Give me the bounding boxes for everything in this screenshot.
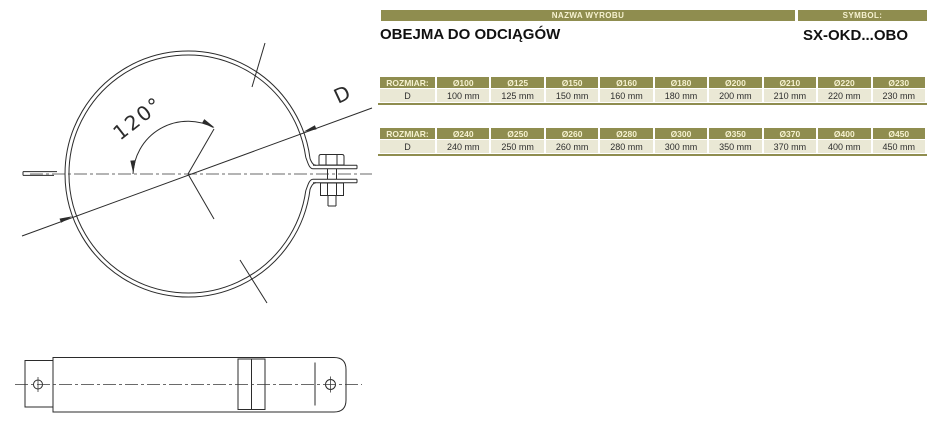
size-table-2: [378, 127, 927, 156]
size-value-cell: 220 mm: [818, 89, 870, 102]
size-header-cell: Ø210: [764, 77, 816, 88]
size-value-cell: 230 mm: [873, 89, 926, 102]
bolt-nut: [321, 183, 344, 196]
bolt-shaft-tip: [328, 196, 336, 207]
left-tab-plate: [25, 361, 53, 408]
angle-dimension-arc: [133, 121, 214, 174]
radial-mark-lower: [188, 174, 214, 219]
symbol-header-label: SYMBOL:: [842, 11, 883, 20]
bottom-flange: [313, 179, 357, 183]
left-tab: [23, 172, 57, 176]
bolt-closure: [306, 155, 357, 207]
size-header-cell: Ø150: [546, 77, 598, 88]
size-header-cell: Ø450: [873, 128, 926, 139]
size-value-cell: 350 mm: [709, 140, 761, 153]
product-name: OBEJMA DO ODCIĄGÓW: [380, 26, 561, 43]
size-header-cell: Ø250: [491, 128, 543, 139]
size-header-cell: Ø350: [709, 128, 761, 139]
clamp-flat-view: [15, 358, 362, 413]
size-header-cell: ROZMIAR:: [380, 77, 435, 88]
size-value-cell: 100 mm: [437, 89, 489, 102]
clamp-front-view: [22, 43, 372, 303]
size-header-cell: Ø400: [818, 128, 870, 139]
size-header-cell: Ø260: [546, 128, 598, 139]
size-value-cell: 240 mm: [437, 140, 489, 153]
diameter-label: D: [329, 80, 355, 109]
size-value-cell: 370 mm: [764, 140, 816, 153]
size-header-row: [380, 128, 925, 139]
size-header-cell: Ø125: [491, 77, 543, 88]
symbol-value: SX-OKD...OBO: [802, 27, 908, 44]
product-name-header-bar: [381, 10, 795, 21]
angle-label: 120°: [108, 91, 168, 145]
angle-arrowhead-right: [202, 119, 214, 127]
size-value-cell: D: [380, 89, 435, 102]
size-header-cell: Ø100: [437, 77, 489, 88]
size-header-cell: Ø220: [818, 77, 870, 88]
bolt-head: [319, 155, 344, 166]
size-header-cell: Ø370: [764, 128, 816, 139]
size-header-cell: Ø160: [600, 77, 652, 88]
size-header-cell: Ø300: [655, 128, 707, 139]
size-value-cell: 160 mm: [600, 89, 652, 102]
top-flange: [313, 165, 357, 169]
size-value-cell: 450 mm: [873, 140, 926, 153]
size-value-row: [380, 140, 925, 153]
size-header-row: [380, 77, 925, 88]
angle-arrowhead-left: [130, 160, 135, 173]
size-value-cell: 150 mm: [546, 89, 598, 102]
size-value-cell: 210 mm: [764, 89, 816, 102]
size-value-cell: 280 mm: [600, 140, 652, 153]
size-header-cell: Ø180: [655, 77, 707, 88]
symbol-header-bar: [798, 10, 927, 21]
size-value-cell: D: [380, 140, 435, 153]
size-value-cell: 300 mm: [655, 140, 707, 153]
product-name-header-label: NAZWA WYROBU: [551, 11, 625, 20]
dimension-arrowhead-lower: [60, 216, 73, 223]
size-table-1: [378, 76, 927, 105]
size-value-cell: 200 mm: [709, 89, 761, 102]
product-panel: [378, 0, 927, 435]
size-value-cell: 125 mm: [491, 89, 543, 102]
size-header-cell: Ø280: [600, 128, 652, 139]
size-value-row: [380, 89, 925, 102]
size-value-cell: 180 mm: [655, 89, 707, 102]
size-value-cell: 400 mm: [818, 140, 870, 153]
size-header-cell: Ø200: [709, 77, 761, 88]
band-tick-upper: [252, 43, 265, 87]
size-value-cell: 260 mm: [546, 140, 598, 153]
size-header-cell: Ø240: [437, 128, 489, 139]
size-header-cell: ROZMIAR:: [380, 128, 435, 139]
size-value-cell: 250 mm: [491, 140, 543, 153]
size-header-cell: Ø230: [873, 77, 926, 88]
technical-drawing: [0, 0, 378, 435]
